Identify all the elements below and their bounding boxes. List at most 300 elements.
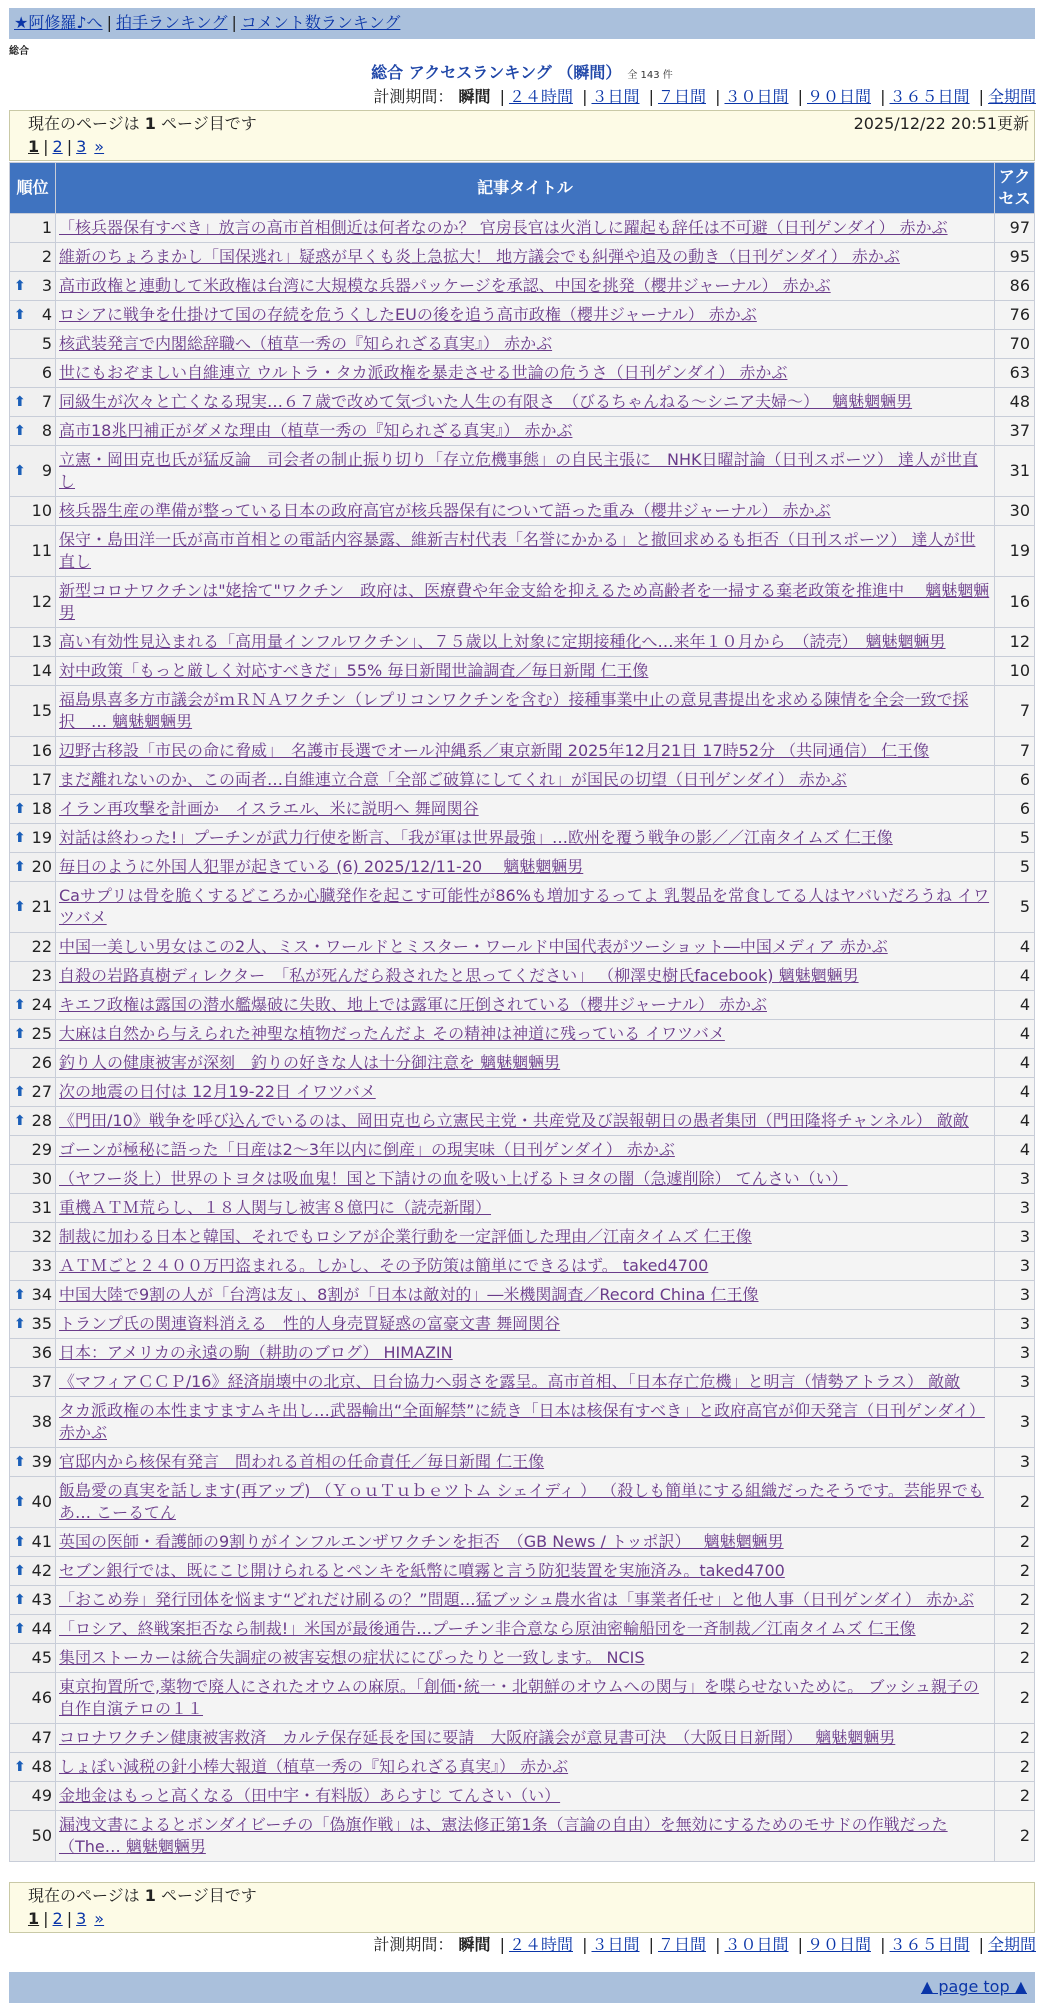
- ranking-table: [9, 162, 1035, 1862]
- title-cell: [56, 1107, 995, 1136]
- title-cell: [56, 1368, 995, 1397]
- article-link[interactable]: 対話は終わった!」プーチンが武力行使を断言、「我が軍は世界最強」…欧州を覆う戦争の影／／江南タイムズ 仁王像: [59, 828, 893, 847]
- title-cell: [56, 301, 995, 330]
- title-cell: [56, 1049, 995, 1078]
- article-link[interactable]: 自殺の岩路真樹ディレクター 「私が死んだら殺されたと思ってください」 （柳澤史樹氏facebook) 魑魅魍魎男: [59, 966, 859, 985]
- page-current: 1: [28, 137, 40, 156]
- title-cell: [56, 1673, 995, 1724]
- article-link[interactable]: 制裁に加わる日本と韓国、それでもロシアが企業行動を一定評価した理由／江南タイムズ 仁王像: [59, 1227, 752, 1246]
- rank-cell: [10, 577, 56, 628]
- table-row: [10, 766, 1035, 795]
- rank-number: 50: [31, 1826, 52, 1845]
- table-row: [10, 824, 1035, 853]
- table-row: [10, 1252, 1035, 1281]
- access-count: 2: [995, 1644, 1035, 1673]
- rank-number: 39: [31, 1452, 52, 1471]
- updated-timestamp: 2025/12/22 20:51更新: [853, 114, 1029, 133]
- title-cell: [56, 657, 995, 686]
- up-arrow-icon: ⬆: [14, 1084, 26, 1100]
- title-cell: [56, 1557, 995, 1586]
- access-count: 3: [995, 1448, 1035, 1477]
- period-option[interactable]: 全期間: [987, 87, 1036, 106]
- rank-number: 4: [41, 305, 52, 324]
- up-arrow-icon: ⬆: [14, 1287, 26, 1303]
- title-cell: [56, 933, 995, 962]
- table-row: [10, 330, 1035, 359]
- access-count: 2: [995, 1811, 1035, 1862]
- article-link[interactable]: 「核兵器保有すべき」放言の高市首相側近は何者なのか？ 官房長官は火消しに躍起も辞任は不可避（日刊ゲンダイ） 赤かぶ: [59, 218, 948, 237]
- access-count: 37: [995, 417, 1035, 446]
- rank-cell: [10, 686, 56, 737]
- rank-cell: [10, 1477, 56, 1528]
- access-count: 63: [995, 359, 1035, 388]
- article-link[interactable]: キエフ政権は露国の潜水艦爆破に失敗、地上では露軍に圧倒されている（櫻井ジャーナル） 赤かぶ: [59, 995, 767, 1014]
- table-row: [10, 1165, 1035, 1194]
- rank-cell: [10, 657, 56, 686]
- article-link[interactable]: 東京拘置所で,薬物で廃人にされたオウムの麻原。「創価･統一・北朝鮮のオウムへの関与」を喋らせないために。 ブッシュ親子の自作自演テロの１１: [59, 1677, 979, 1718]
- access-count: 4: [995, 1078, 1035, 1107]
- rank-cell: [10, 766, 56, 795]
- article-link[interactable]: まだ離れないのか、この両者…自維連立合意「全部ご破算にしてくれ」が国民の切望（日刊ゲンダイ） 赤かぶ: [59, 770, 847, 789]
- title-cell: [56, 330, 995, 359]
- title-cell: [56, 962, 995, 991]
- table-header-row: [10, 163, 1035, 214]
- title-cell: [56, 446, 995, 497]
- table-row: [10, 1586, 1035, 1615]
- rank-number: 26: [31, 1053, 52, 1072]
- article-link[interactable]: 英国の医師・看護師の9割りがインフルエンザワクチンを拒否 （GB News / トッポ訳） 魑魅魍魎男: [59, 1532, 784, 1551]
- rank-cell: [10, 1782, 56, 1811]
- rank-number: 5: [41, 334, 52, 353]
- rank-number: 6: [41, 363, 52, 382]
- article-link[interactable]: タカ派政権の本性ますますムキ出し…武器輸出“全面解禁”に続き「日本は核保有すべき」と政府高官が仰天発言（日刊ゲンダイ） 赤かぶ: [59, 1401, 985, 1442]
- access-count: 86: [995, 272, 1035, 301]
- rank-cell: [10, 1194, 56, 1223]
- rank-number: 15: [31, 701, 52, 720]
- title-cell: [56, 686, 995, 737]
- article-link[interactable]: 官邸内から核保有発言 問われる首相の任命責任／毎日新聞 仁王像: [59, 1452, 545, 1471]
- up-arrow-icon: ⬆: [14, 1494, 26, 1510]
- page-link[interactable]: 2: [52, 137, 63, 156]
- rank-number: 44: [31, 1619, 52, 1638]
- article-link[interactable]: 辺野古移設「市民の命に脅威」 名護市長選でオール沖縄系／東京新聞 2025年12月21日 17時52分 （共同通信） 仁王像: [59, 741, 930, 760]
- up-arrow-icon: ⬆: [14, 278, 26, 294]
- rank-number: 20: [31, 857, 52, 876]
- access-count: 3: [995, 1223, 1035, 1252]
- table-row: [10, 446, 1035, 497]
- title-cell: [56, 526, 995, 577]
- article-link[interactable]: ロシアに戦争を仕掛けて国の存続を危うくしたEUの後を追う高市政権（櫻井ジャーナル） 赤かぶ: [59, 305, 757, 324]
- rank-number: 3: [41, 276, 52, 295]
- access-count: 30: [995, 497, 1035, 526]
- access-count: 5: [995, 824, 1035, 853]
- divider: |: [231, 13, 237, 32]
- title-cell: [56, 1477, 995, 1528]
- up-arrow-icon: ⬆: [14, 307, 26, 323]
- ranking-table-body: [10, 214, 1035, 1862]
- access-count: 95: [995, 243, 1035, 272]
- rank-number: 19: [31, 828, 52, 847]
- rank-number: 30: [31, 1169, 52, 1188]
- access-count: 48: [995, 388, 1035, 417]
- title-cell: [56, 1281, 995, 1310]
- access-count: 3: [995, 1165, 1035, 1194]
- period-option[interactable]: ３０日間: [724, 87, 789, 106]
- table-row: [10, 1557, 1035, 1586]
- rank-number: 41: [31, 1532, 52, 1551]
- rank-cell: [10, 1078, 56, 1107]
- rank-number: 16: [31, 741, 52, 760]
- rank-number: 21: [31, 897, 52, 916]
- table-row: [10, 359, 1035, 388]
- table-row: [10, 1281, 1035, 1310]
- title-cell: [56, 1782, 995, 1811]
- title-cell: [56, 1753, 995, 1782]
- rank-number: 35: [31, 1314, 52, 1333]
- rank-number: 49: [31, 1786, 52, 1805]
- up-arrow-icon: ⬆: [14, 463, 26, 479]
- title-cell: [56, 824, 995, 853]
- title-cell: [56, 853, 995, 882]
- table-row: [10, 1448, 1035, 1477]
- header-title: 記事タイトル: [56, 163, 995, 214]
- rank-number: 8: [41, 421, 52, 440]
- rank-number: 11: [31, 541, 52, 560]
- rank-cell: [10, 446, 56, 497]
- footer-bar: [9, 1972, 1035, 2003]
- access-count: 3: [995, 1281, 1035, 1310]
- access-count: 4: [995, 1049, 1035, 1078]
- header-access: アクセス: [995, 163, 1035, 214]
- up-arrow-icon: ⬆: [14, 859, 26, 875]
- table-row: [10, 1310, 1035, 1339]
- article-link[interactable]: イラン再攻撃を計画か イスラエル、米に説明へ 舞岡関谷: [59, 799, 479, 818]
- rank-number: 48: [31, 1757, 52, 1776]
- period-option[interactable]: ３日間: [591, 1935, 640, 1954]
- rank-number: 9: [41, 461, 52, 480]
- article-link[interactable]: 日本：アメリカの永遠の駒（耕助のブログ） HIMAZIN: [59, 1343, 453, 1362]
- rank-cell: [10, 1223, 56, 1252]
- period-label: 計測期間：: [373, 87, 454, 106]
- table-row: [10, 991, 1035, 1020]
- title-cell: [56, 388, 995, 417]
- title-cell: [56, 1252, 995, 1281]
- title-cell: [56, 1078, 995, 1107]
- rank-cell: [10, 1586, 56, 1615]
- rank-number: 37: [31, 1372, 52, 1391]
- title-cell: [56, 1586, 995, 1615]
- rank-cell: [10, 1673, 56, 1724]
- rank-cell: [10, 824, 56, 853]
- rank-cell: [10, 526, 56, 577]
- home-link[interactable]: ★阿修羅♪へ: [14, 13, 103, 32]
- access-count: 2: [995, 1586, 1035, 1615]
- rank-number: 36: [31, 1343, 52, 1362]
- rank-cell: [10, 882, 56, 933]
- title-cell: [56, 1724, 995, 1753]
- period-option[interactable]: ３日間: [591, 87, 640, 106]
- article-link[interactable]: 釣り人の健康被害が深刻 釣りの好きな人は十分御注意を 魑魅魍魎男: [59, 1053, 561, 1072]
- page-link[interactable]: 2: [52, 1909, 63, 1928]
- rank-cell: [10, 214, 56, 243]
- title-cell: [56, 795, 995, 824]
- period-selector-bottom: 計測期間： 瞬間 | ２４時間 | ３日間 | ７日間 | ３０日間 | ９０日間 | ３６５日間 | 全期間: [373, 1935, 1036, 1954]
- rank-number: 33: [31, 1256, 52, 1275]
- access-count: 3: [995, 1397, 1035, 1448]
- rank-cell: [10, 1310, 56, 1339]
- title-cell: [56, 1644, 995, 1673]
- up-arrow-icon: ⬆: [14, 899, 26, 915]
- period-option[interactable]: ９０日間: [806, 87, 871, 106]
- article-link[interactable]: 新型コロナワクチンは"姥捨て"ワクチン 政府は、医療費や年金支給を抑えるため高齢者を一掃する棄老政策を推進中 魑魅魍魎男: [59, 581, 990, 622]
- table-row: [10, 737, 1035, 766]
- article-link[interactable]: 集団ストーカーは統合失調症の被害妄想の症状ににぴったりと一致します。 NCIS: [59, 1648, 645, 1667]
- rank-cell: [10, 1615, 56, 1644]
- access-count: 76: [995, 301, 1035, 330]
- article-link[interactable]: 中国大陸で9割の人が「台湾は友」、8割が「日本は敵対的」―米機関調査／Record China 仁王像: [59, 1285, 759, 1304]
- title-cell: [56, 359, 995, 388]
- rank-number: 18: [31, 799, 52, 818]
- article-link[interactable]: 漏洩文書によるとボンダイビーチの「偽旗作戦」は、憲法修正第1条（言論の自由）を無効にするためのモサドの作戦だった（The… 魑魅魍魎男: [59, 1815, 948, 1856]
- period-option[interactable]: 全期間: [987, 1935, 1036, 1954]
- article-link[interactable]: 対中政策「もっと厳しく対応すべきだ」55% 毎日新聞世論調査／毎日新聞 仁王像: [59, 661, 649, 680]
- period-selector-top: 計測期間： 瞬間 | ２４時間 | ３日間 | ７日間 | ３０日間 | ９０日間 | ３６５日間 | 全期間: [373, 87, 1036, 106]
- rank-cell: [10, 330, 56, 359]
- table-row: [10, 577, 1035, 628]
- access-count: 2: [995, 1753, 1035, 1782]
- table-row: [10, 1223, 1035, 1252]
- title-cell: [56, 577, 995, 628]
- article-link[interactable]: 維新のちょろまかし「国保逃れ」疑惑が早くも炎上急拡大！ 地方議会でも糾弾や追及の動き（日刊ゲンダイ） 赤かぶ: [59, 247, 900, 266]
- up-arrow-icon: ⬆: [14, 1454, 26, 1470]
- rank-number: 32: [31, 1227, 52, 1246]
- up-arrow-icon: ⬆: [14, 997, 26, 1013]
- title-cell: [56, 991, 995, 1020]
- ranking-title: 総合 アクセスランキング （瞬間）: [371, 63, 622, 82]
- article-link[interactable]: 核武装発言で内閣総辞職へ（植草一秀の『知られざる真実』） 赤かぶ: [59, 334, 553, 353]
- rank-number: 31: [31, 1198, 52, 1217]
- access-count: 10: [995, 657, 1035, 686]
- table-row: [10, 1644, 1035, 1673]
- rank-cell: [10, 1107, 56, 1136]
- rank-cell: [10, 1397, 56, 1448]
- access-count: 16: [995, 577, 1035, 628]
- article-link[interactable]: Caサプリは骨を脆くするどころか心臓発作を起こす可能性が86%も増加するってよ 乳製品を常食してる人はヤバいだろうね イワツバメ: [59, 886, 990, 927]
- rank-number: 2: [41, 247, 52, 266]
- table-row: [10, 1782, 1035, 1811]
- table-row: [10, 628, 1035, 657]
- article-link[interactable]: 高市18兆円補正がダメな理由（植草一秀の『知られざる真実』） 赤かぶ: [59, 421, 573, 440]
- access-count: 5: [995, 853, 1035, 882]
- title-cell: [56, 1194, 995, 1223]
- period-option[interactable]: ２４時間: [508, 87, 573, 106]
- table-row: [10, 1368, 1035, 1397]
- title-cell: [56, 1165, 995, 1194]
- page-numbers: 1 | 2 | 3 »: [28, 1909, 105, 1928]
- rank-cell: [10, 1811, 56, 1862]
- title-cell: [56, 214, 995, 243]
- article-link[interactable]: 毎日のように外国人犯罪が起きている (6) 2025/12/11-20 魑魅魍魎男: [59, 857, 584, 876]
- article-link[interactable]: 金地金はもっと高くなる（田中宇・有料版）あらすじ てんさい（い）: [59, 1786, 561, 1805]
- access-count: 97: [995, 214, 1035, 243]
- page-top-link[interactable]: ▲ page top ▲: [920, 1977, 1027, 1996]
- rank-cell: [10, 1368, 56, 1397]
- clap-ranking-link[interactable]: 拍手ランキング: [115, 13, 228, 32]
- next-page-link[interactable]: »: [94, 1909, 105, 1928]
- title-cell: [56, 1397, 995, 1448]
- rank-number: 22: [31, 937, 52, 956]
- rank-cell: [10, 1281, 56, 1310]
- access-count: 6: [995, 766, 1035, 795]
- rank-cell: [10, 1448, 56, 1477]
- period-option[interactable]: ３０日間: [724, 1935, 789, 1954]
- title-cell: [56, 272, 995, 301]
- title-cell: [56, 1310, 995, 1339]
- article-link[interactable]: 高市政権と連動して米政権は台湾に大規模な兵器パッケージを承認、中国を挑発（櫻井ジャーナル） 赤かぶ: [59, 276, 831, 295]
- rank-cell: [10, 243, 56, 272]
- rank-cell: [10, 962, 56, 991]
- article-link[interactable]: 「ロシア、終戦案拒否なら制裁!」米国が最後通告…プーチン非合意なら原油密輸船団を一斉制裁／江南タイムズ 仁王像: [59, 1619, 916, 1638]
- article-link[interactable]: ゴーンが極秘に語った「日産は2～3年以内に倒産」の現実味（日刊ゲンダイ） 赤かぶ: [59, 1140, 675, 1159]
- rank-number: 42: [31, 1561, 52, 1580]
- rank-number: 47: [31, 1728, 52, 1747]
- article-link[interactable]: 核兵器生産の準備が整っている日本の政府高官が核兵器保有について語った重み（櫻井ジャーナル） 赤かぶ: [59, 501, 831, 520]
- title-cell: [56, 882, 995, 933]
- article-link[interactable]: （ヤフー炎上）世界のトヨタは吸血鬼！国と下請けの血を吸い上げるトヨタの闇（急遽削除） てんさい（い）: [59, 1169, 848, 1188]
- rank-cell: [10, 301, 56, 330]
- access-count: 7: [995, 737, 1035, 766]
- article-link[interactable]: コロナワクチン健康被害救済 カルテ保存延長を国に要請 大阪府議会が意見書可決 （大阪日日新聞） 魑魅魍魎男: [59, 1728, 896, 1747]
- up-arrow-icon: ⬆: [14, 830, 26, 846]
- title-cell: [56, 628, 995, 657]
- article-link[interactable]: 次の地震の日付は 12月19-22日 イワツバメ: [59, 1082, 376, 1101]
- table-row: [10, 301, 1035, 330]
- title-cell: [56, 1811, 995, 1862]
- article-link[interactable]: 《門田/10》戦争を呼び込んでいるのは、岡田克也ら立憲民主党・共産党及び誤報朝日の愚者集団（門田隆将チャンネル） 敵敵: [59, 1111, 969, 1130]
- article-link[interactable]: 大麻は自然から与えられた神聖な植物だったんだよ その精神は神道に残っている イワツバメ: [59, 1024, 725, 1043]
- period-option[interactable]: ２４時間: [508, 1935, 573, 1954]
- period-option[interactable]: ７日間: [657, 87, 706, 106]
- title-cell: [56, 417, 995, 446]
- table-row: [10, 243, 1035, 272]
- article-link[interactable]: しょぼい減税の針小棒大報道（植草一秀の『知られざる真実』） 赤かぶ: [59, 1757, 569, 1776]
- article-link[interactable]: 保守・島田洋一氏が高市首相との電話内容暴露、維新吉村代表「名誉にかかる」と撤回求めるも拒否（日刊スポーツ） 達人が世直し: [59, 530, 976, 571]
- rank-cell: [10, 1252, 56, 1281]
- article-link[interactable]: セブン銀行では、既にこじ開けられるとペンキを紙幣に噴霧と言う防犯装置を実施済み。taked4700: [59, 1561, 785, 1580]
- rank-cell: [10, 1644, 56, 1673]
- rank-number: 1: [41, 218, 52, 237]
- article-link[interactable]: 立憲・岡田克也氏が猛反論 司会者の制止振り切り「存立危機事態」の自民主張に NHK日曜討論（日刊スポーツ） 達人が世直し: [59, 450, 978, 491]
- rank-number: 7: [41, 392, 52, 411]
- up-arrow-icon: ⬆: [14, 423, 26, 439]
- table-row: [10, 1194, 1035, 1223]
- title-cell: [56, 1528, 995, 1557]
- access-count: 2: [995, 1782, 1035, 1811]
- rank-number: 10: [31, 501, 52, 520]
- page-title: [0, 62, 1044, 87]
- article-link[interactable]: 福島県喜多方市議会がｍＲＮＡワクチン（レプリコンワクチンを含む）接種事業中止の意見書提出を求める陳情を全会一致で採択 … 魑魅魍魎男: [59, 690, 969, 731]
- table-row: [10, 1528, 1035, 1557]
- access-count: 12: [995, 628, 1035, 657]
- up-arrow-icon: ⬆: [14, 1563, 26, 1579]
- table-row: [10, 272, 1035, 301]
- title-cell: [56, 737, 995, 766]
- table-row: [10, 933, 1035, 962]
- next-page-link[interactable]: »: [94, 137, 105, 156]
- table-row: [10, 417, 1035, 446]
- article-link[interactable]: 《マフィアＣＣＰ/16》経済崩壊中の北京、日台協力へ弱さを露呈。高市首相、「日本存亡危機」と明言（情勢アトラス） 敵敵: [59, 1372, 961, 1391]
- pagination-box-top: [9, 110, 1035, 161]
- rank-cell: [10, 1724, 56, 1753]
- table-row: [10, 1020, 1035, 1049]
- table-row: [10, 882, 1035, 933]
- up-arrow-icon: ⬆: [14, 394, 26, 410]
- table-row: [10, 1477, 1035, 1528]
- period-option[interactable]: ７日間: [657, 1935, 706, 1954]
- access-count: 3: [995, 1310, 1035, 1339]
- rank-cell: [10, 1165, 56, 1194]
- table-row: [10, 1049, 1035, 1078]
- page-link[interactable]: 3: [76, 1909, 87, 1928]
- table-row: [10, 388, 1035, 417]
- access-count: 70: [995, 330, 1035, 359]
- access-count: 4: [995, 962, 1035, 991]
- rank-cell: [10, 417, 56, 446]
- page-link[interactable]: 3: [76, 137, 87, 156]
- rank-cell: [10, 359, 56, 388]
- period-option[interactable]: ３６５日間: [889, 1935, 970, 1954]
- rank-cell: [10, 737, 56, 766]
- period-option[interactable]: ３６５日間: [889, 87, 970, 106]
- rank-cell: [10, 1136, 56, 1165]
- rank-cell: [10, 1049, 56, 1078]
- article-link[interactable]: 中国一美しい男女はこの2人、ミス・ワールドとミスター・ワールド中国代表がツーショット―中国メディア 赤かぶ: [59, 937, 888, 956]
- article-link[interactable]: 高い有効性見込まれる「高用量インフルワクチン」、７５歳以上対象に定期接種化へ…来年１０月から （読売） 魑魅魍魎男: [59, 632, 946, 651]
- access-count: 2: [995, 1528, 1035, 1557]
- rank-number: 38: [31, 1412, 52, 1431]
- period-option[interactable]: ９０日間: [806, 1935, 871, 1954]
- rank-number: 24: [31, 995, 52, 1014]
- title-cell: [56, 766, 995, 795]
- rank-number: 40: [31, 1492, 52, 1511]
- article-link[interactable]: 重機ＡＴＭ荒らし、１８人関与し被害８億円に（読売新聞）: [59, 1198, 492, 1217]
- up-arrow-icon: ⬆: [14, 1316, 26, 1332]
- table-row: [10, 1615, 1035, 1644]
- article-link[interactable]: ＡＴＭごと２４００万円盗まれる。しかし、その予防策は簡単にできるはず。 taked4700: [59, 1256, 709, 1275]
- up-arrow-icon: ⬆: [14, 1534, 26, 1550]
- rank-cell: [10, 1020, 56, 1049]
- title-cell: [56, 1020, 995, 1049]
- article-link[interactable]: 同級生が次々と亡くなる現実…６７歳で改めて気づいた人生の有限さ （びるちゃんねる～シニア夫婦～） 魑魅魍魎男: [59, 392, 913, 411]
- up-arrow-icon: ⬆: [14, 1759, 26, 1775]
- article-link[interactable]: 世にもおぞましい自維連立 ウルトラ・タカ派政権を暴走させる世論の危うさ（日刊ゲンダイ） 赤かぶ: [59, 363, 788, 382]
- access-count: 7: [995, 686, 1035, 737]
- access-count: 2: [995, 1477, 1035, 1528]
- ranking-count: 全 143 件: [627, 70, 673, 81]
- table-row: [10, 1673, 1035, 1724]
- comment-ranking-link[interactable]: コメント数ランキング: [240, 13, 401, 32]
- table-row: [10, 962, 1035, 991]
- article-link[interactable]: 飯島愛の真実を話します(再アップ) （ＹｏｕＴｕｂｅツトム シェイディ ） （殺しも簡単にする組織だったそうです。芸能界でもあ… こーるてん: [59, 1481, 984, 1522]
- access-count: 3: [995, 1252, 1035, 1281]
- article-link[interactable]: 「おこめ券」発行団体を悩ます“どれだけ刷るの？”問題…猛ブッシュ農水省は「事業者任せ」と他人事（日刊ゲンダイ） 赤かぶ: [59, 1590, 974, 1609]
- rank-cell: [10, 1528, 56, 1557]
- title-cell: [56, 243, 995, 272]
- rank-number: 14: [31, 661, 52, 680]
- table-row: [10, 1339, 1035, 1368]
- article-link[interactable]: トランプ氏の関連資料消える 性的人身売買疑惑の富豪文書 舞岡関谷: [59, 1314, 561, 1333]
- rank-number: 29: [31, 1140, 52, 1159]
